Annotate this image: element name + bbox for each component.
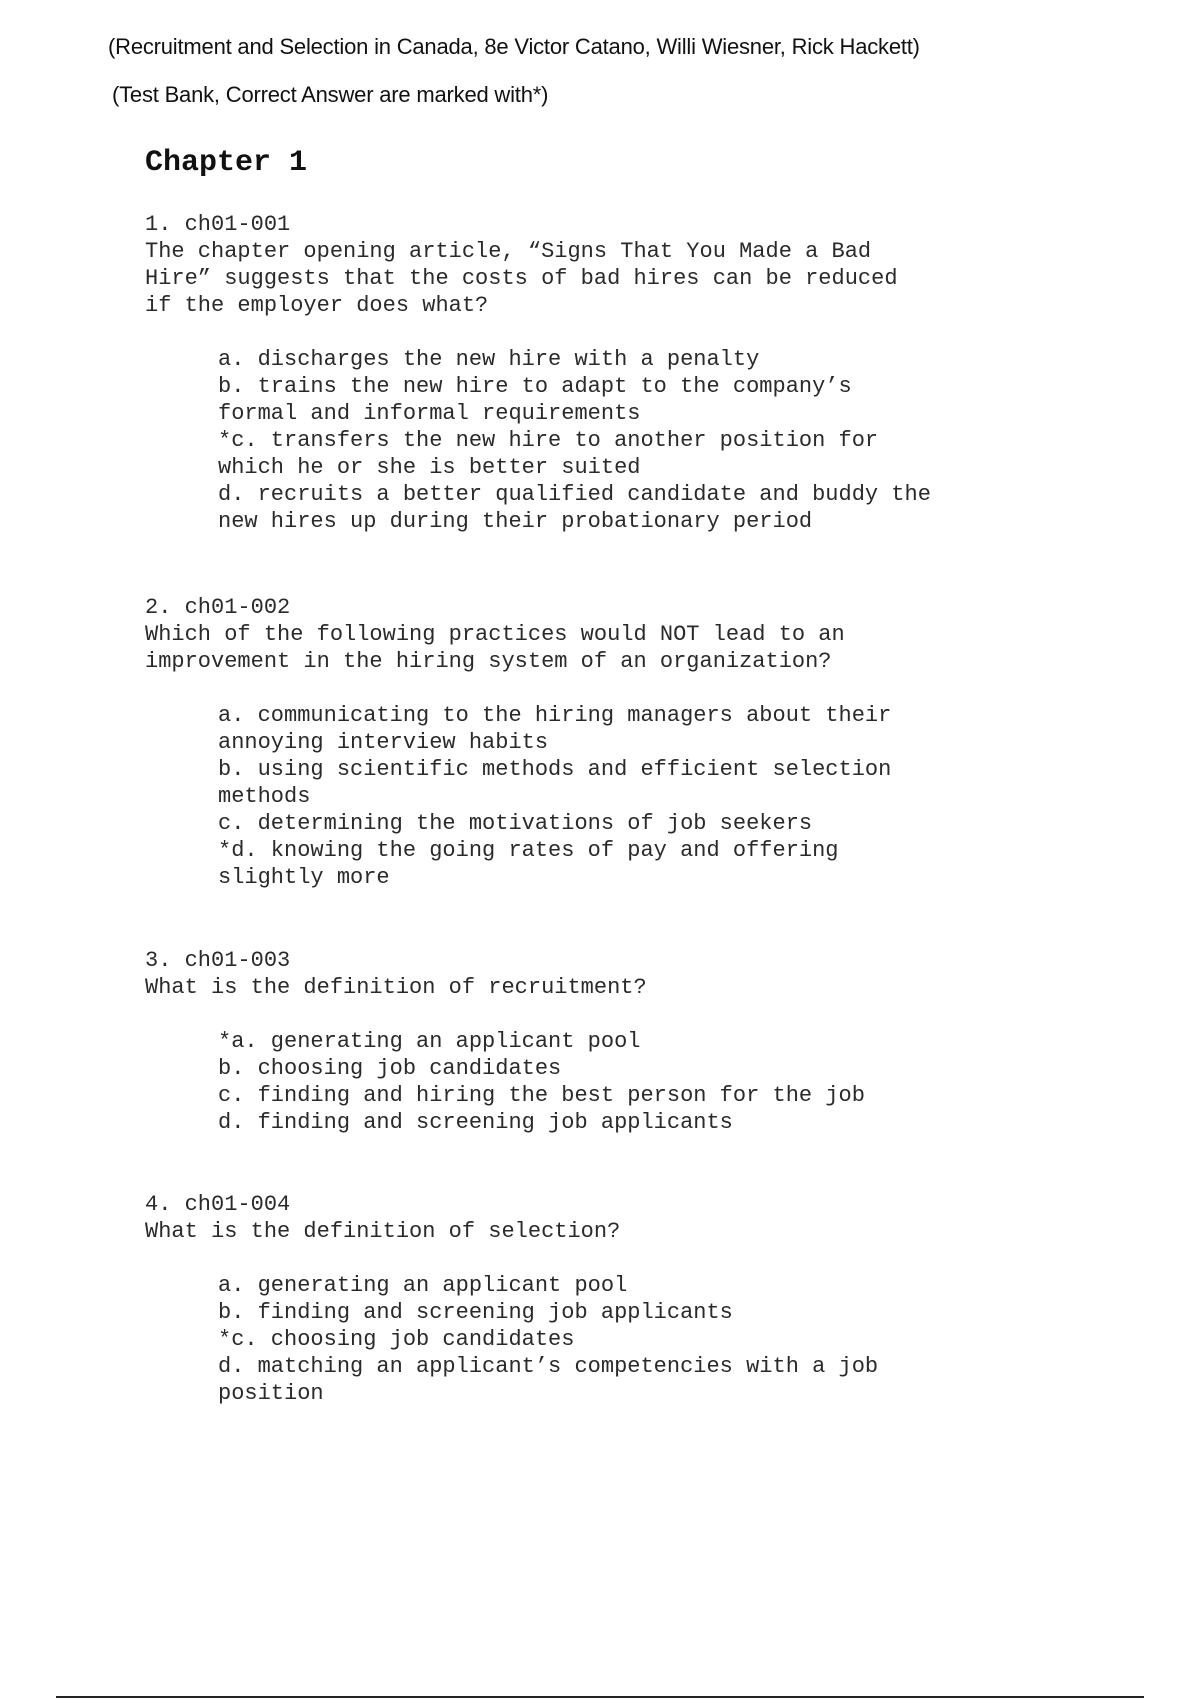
question-id: 4. ch01-004	[145, 1192, 291, 1217]
answer-option-line: position	[218, 1381, 324, 1406]
answer-option-line: c. determining the motivations of job seekers	[218, 811, 813, 836]
test-bank-note: (Test Bank, Correct Answer are marked with*)	[112, 82, 549, 107]
answer-option-line: b. choosing job candidates	[218, 1056, 562, 1081]
answer-option-line: annoying interview habits	[218, 730, 549, 755]
question-id: 2. ch01-002	[145, 595, 291, 620]
question-stem-line: if the employer does what?	[145, 293, 489, 318]
answer-option-line: *a. generating an applicant pool	[218, 1029, 641, 1054]
question-block	[145, 1191, 1045, 1407]
answer-option-line: a. communicating to the hiring managers about their	[218, 703, 892, 728]
question-stem-line: The chapter opening article, “Signs That You Made a Bad	[145, 239, 872, 264]
answer-option-line: d. finding and screening job applicants	[218, 1110, 733, 1135]
footer-divider	[56, 1696, 1144, 1698]
answer-option-line: *c. transfers the new hire to another position for	[218, 428, 879, 453]
question-stem-line: What is the definition of selection?	[145, 1219, 621, 1244]
answer-option-line: which he or she is better suited	[218, 455, 641, 480]
answer-option-line: slightly more	[218, 865, 390, 890]
question-id: 3. ch01-003	[145, 948, 291, 973]
answer-option-line: a. discharges the new hire with a penalty	[218, 347, 760, 372]
answer-options	[218, 346, 1045, 535]
answer-option-line: b. trains the new hire to adapt to the company’s	[218, 374, 852, 399]
answer-options	[218, 1028, 1045, 1136]
question-block	[145, 594, 1045, 891]
question-stem-line: improvement in the hiring system of an organization?	[145, 649, 832, 674]
answer-option-line: *c. choosing job candidates	[218, 1327, 575, 1352]
answer-option-line: d. recruits a better qualified candidate and buddy the	[218, 482, 931, 507]
answer-option-line: b. using scientific methods and efficient selection	[218, 757, 892, 782]
answer-option-line: a. generating an applicant pool	[218, 1273, 628, 1298]
chapter-title: Chapter 1	[145, 146, 308, 180]
question-stem-line: Hire” suggests that the costs of bad hires can be reduced	[145, 266, 898, 291]
answer-options	[218, 1272, 1045, 1407]
book-citation-header: (Recruitment and Selection in Canada, 8e Victor Catano, Willi Wiesner, Rick Hackett)	[108, 34, 920, 59]
question-block	[145, 947, 1045, 1136]
answer-option-line: new hires up during their probationary period	[218, 509, 813, 534]
question-block	[145, 211, 1045, 535]
answer-option-line: methods	[218, 784, 311, 809]
question-stem-line: What is the definition of recruitment?	[145, 975, 647, 1000]
answer-option-line: formal and informal requirements	[218, 401, 641, 426]
answer-options	[218, 702, 1045, 891]
answer-option-line: d. matching an applicant’s competencies with a job	[218, 1354, 879, 1379]
answer-option-line: b. finding and screening job applicants	[218, 1300, 733, 1325]
question-stem-line: Which of the following practices would NOT lead to an	[145, 622, 845, 647]
question-id: 1. ch01-001	[145, 212, 291, 237]
answer-option-line: *d. knowing the going rates of pay and offering	[218, 838, 839, 863]
answer-option-line: c. finding and hiring the best person for the job	[218, 1083, 865, 1108]
